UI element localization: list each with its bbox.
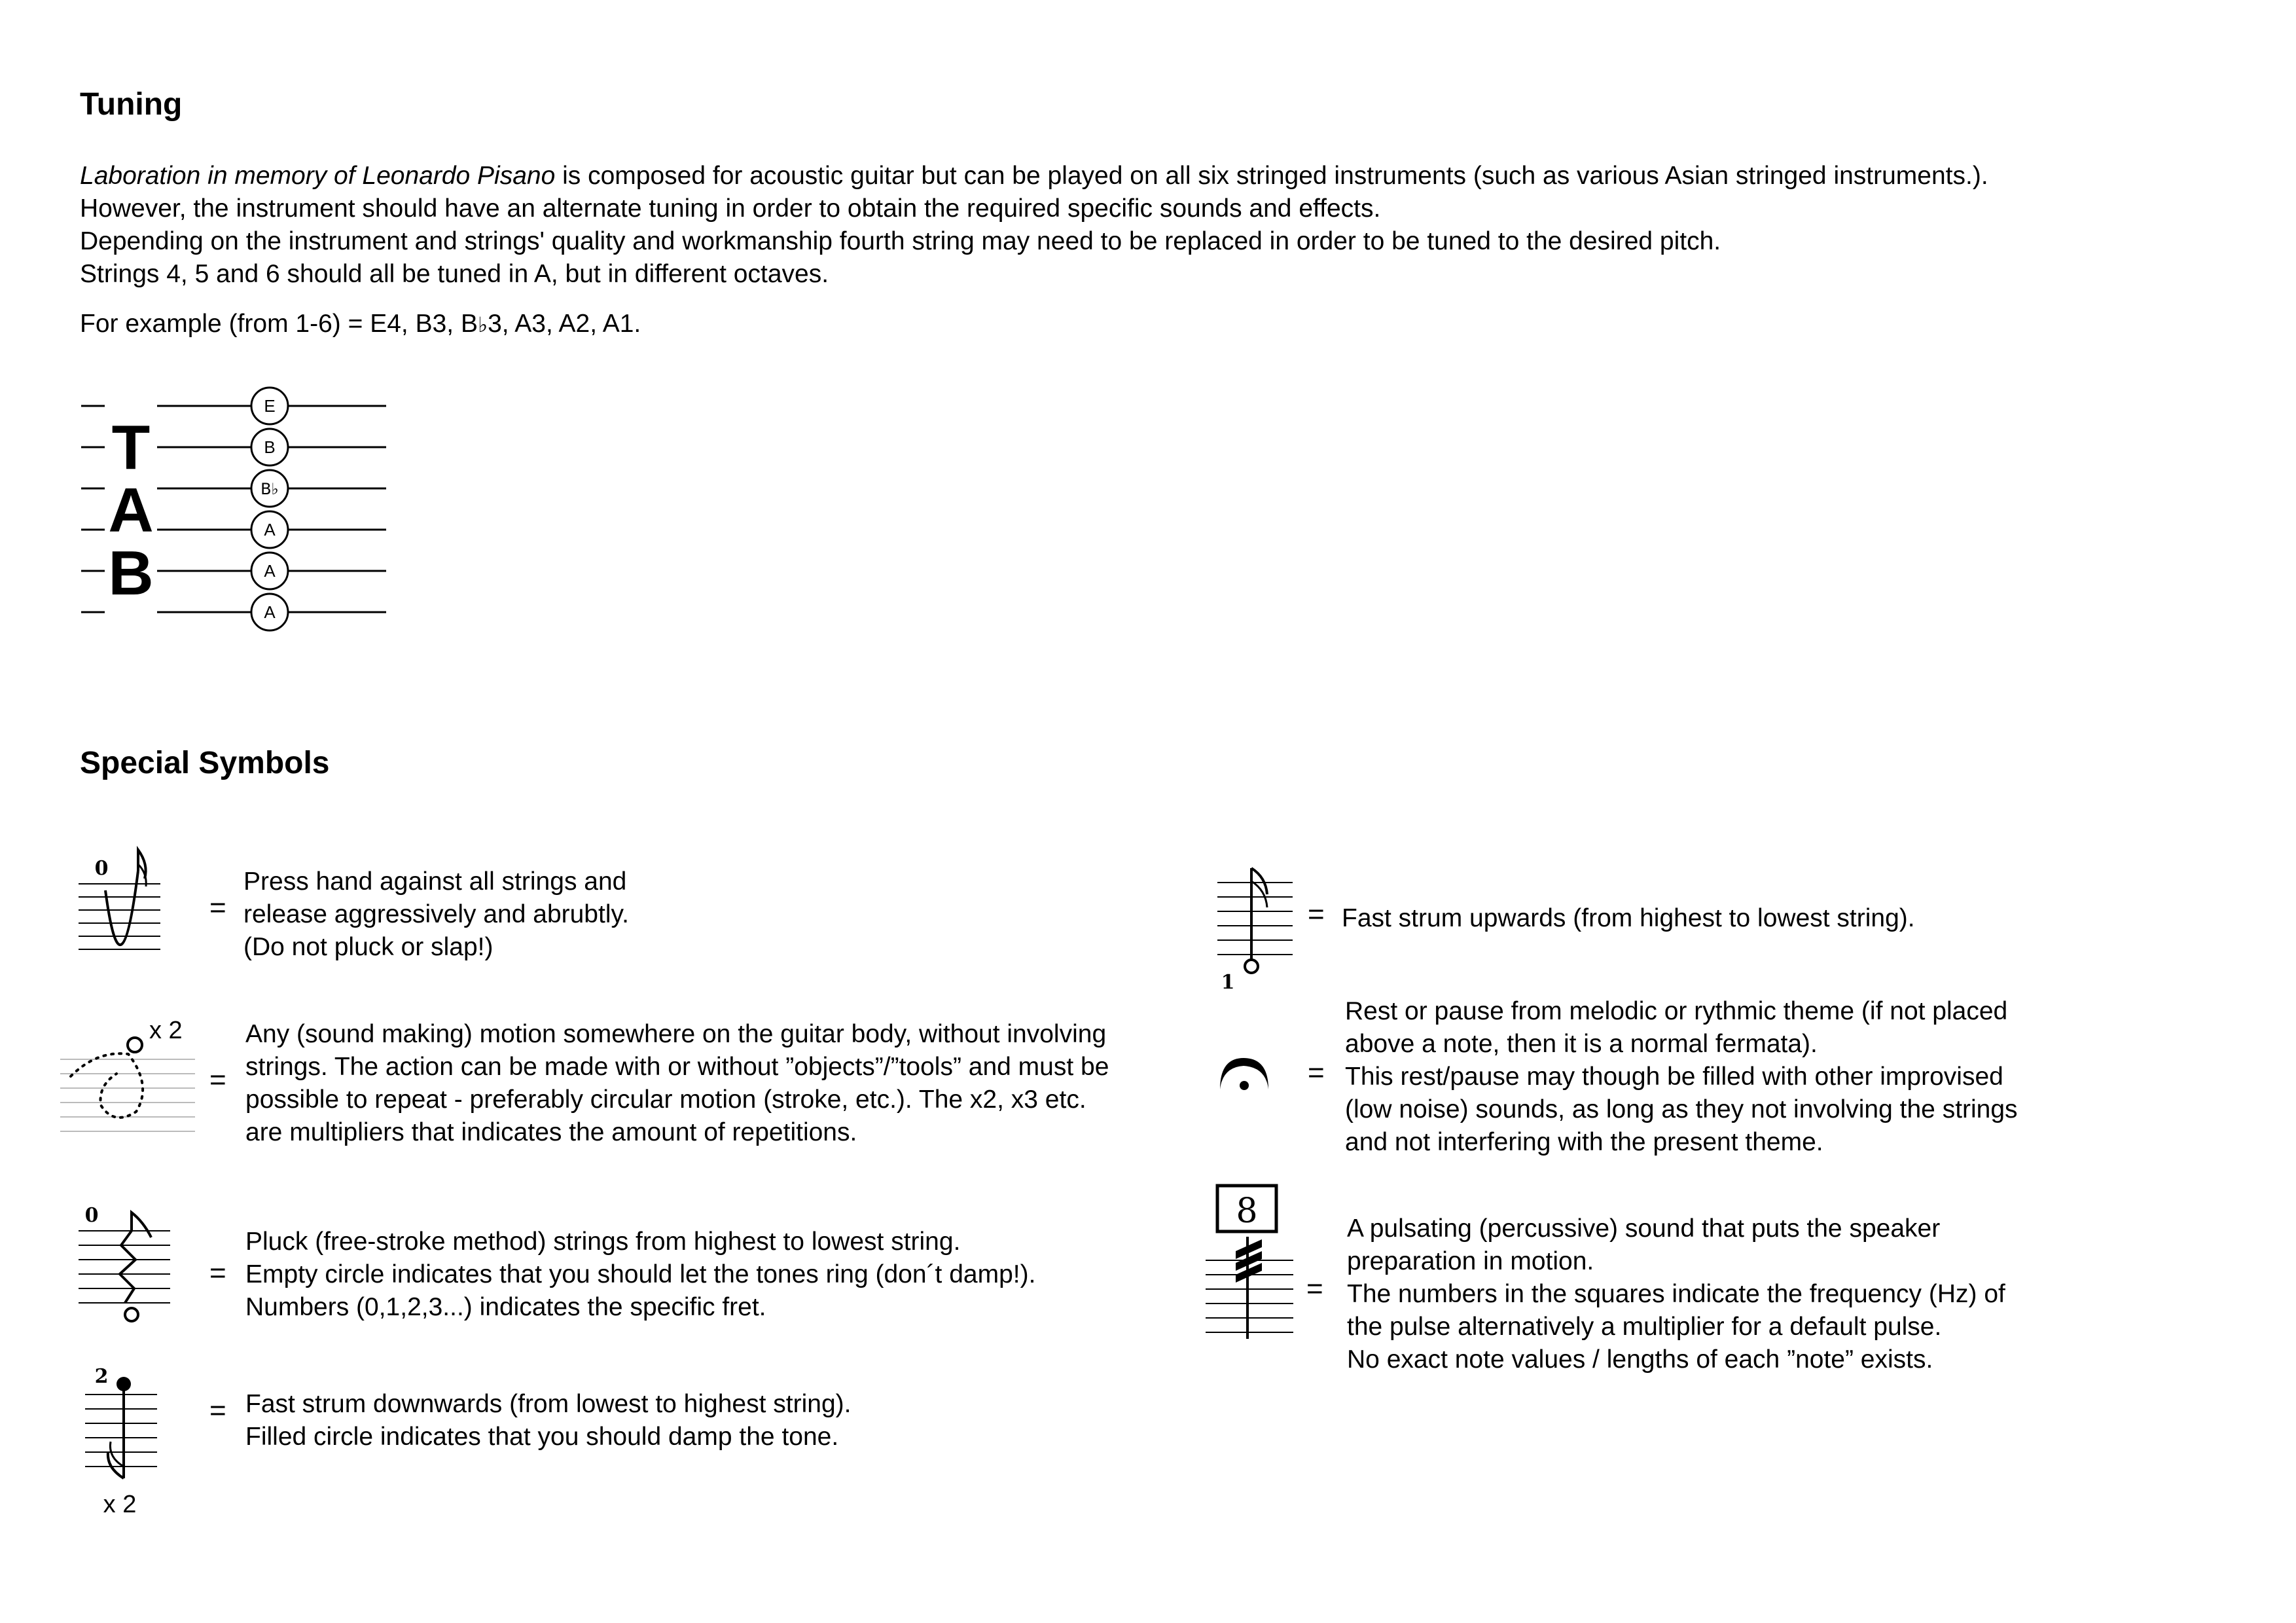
pulse-desc-2: preparation in motion.: [1347, 1247, 1594, 1275]
piece-title: Laboration in memory of Leonardo Pisano: [80, 162, 556, 190]
press-hand-fret: 0: [94, 857, 109, 880]
pulse-symbol: [1202, 1182, 1306, 1345]
tab-note-5: A: [264, 561, 276, 581]
strum-up-fret: 1: [1221, 971, 1235, 994]
tab-note-2: B: [264, 437, 276, 457]
fermata-desc-4: (low noise) sounds, as long as they not involving the strings: [1345, 1095, 2018, 1123]
tab-letter-t: T: [111, 412, 151, 483]
body-motion-multiplier: x 2: [149, 1017, 183, 1044]
body-motion-desc-3: possible to repeat - preferably circular motion (stroke, etc.). The x2, x3 etc.: [245, 1085, 1086, 1114]
body-motion-symbol: [58, 1013, 202, 1138]
fermata-desc-5: and not interfering with the present theme.: [1345, 1128, 1823, 1156]
pluck-desc-3: Numbers (0,1,2,3...) indicates the specific fret.: [245, 1293, 766, 1321]
press-hand-symbol: [75, 845, 167, 976]
strum-up-equals: =: [1308, 898, 1325, 930]
fermata-desc-3: This rest/pause may though be filled with other improvised: [1345, 1063, 2003, 1091]
press-hand-desc-2: release aggressively and abrubtly.: [243, 900, 629, 928]
pluck-equals: =: [209, 1257, 226, 1289]
tab-letter-b: B: [108, 538, 154, 608]
press-hand-desc-1: Press hand against all strings and: [243, 867, 627, 896]
pulse-desc-1: A pulsating (percussive) sound that puts the speaker: [1347, 1214, 1941, 1243]
tab-letter-a: A: [108, 475, 154, 545]
tuning-paragraph-line-2: However, the instrument should have an alternate tuning in order to obtain the required specific sounds and effects.: [80, 194, 1381, 223]
fermata-equals: =: [1308, 1057, 1325, 1089]
strum-up-symbol: [1211, 856, 1302, 994]
strum-down-fret: 2: [94, 1365, 109, 1388]
flat-sign: ♭: [477, 312, 488, 337]
pulse-desc-3: The numbers in the squares indicate the frequency (Hz) of: [1347, 1280, 2005, 1308]
special-symbols-heading: Special Symbols: [80, 746, 330, 780]
fermata-desc-1: Rest or pause from melodic or rythmic theme (if not placed: [1345, 997, 2008, 1025]
body-motion-equals: =: [209, 1064, 226, 1096]
pulse-equals: =: [1306, 1273, 1323, 1305]
strum-down-desc-2: Filled circle indicates that you should damp the tone.: [245, 1423, 839, 1451]
tab-note-6: A: [264, 602, 276, 622]
example-prefix: For example (from 1-6) = E4, B3, B: [80, 310, 478, 338]
example-suffix: 3, A3, A2, A1.: [488, 310, 641, 338]
tab-note-4: A: [264, 520, 276, 539]
pulse-desc-5: No exact note values / lengths of each ”note” exists.: [1347, 1345, 1933, 1374]
strum-down-equals: =: [209, 1395, 226, 1427]
tab-note-1: E: [264, 396, 276, 416]
strum-up-desc-1: Fast strum upwards (from highest to lowest string).: [1342, 904, 1915, 932]
strum-down-multiplier: x 2: [103, 1491, 137, 1518]
tab-note-3: B♭: [260, 480, 279, 498]
tuning-paragraph-line-3: Depending on the instrument and strings' quality and workmanship fourth string may need to be replaced in order to be tuned to the desired pitch.: [80, 227, 1721, 255]
body-motion-desc-4: are multipliers that indicates the amount of repetitions.: [245, 1118, 857, 1146]
press-hand-desc-3: (Do not pluck or slap!): [243, 933, 493, 961]
tuning-paragraph-line-4: Strings 4, 5 and 6 should all be tuned in A, but in different octaves.: [80, 260, 829, 288]
tuning-example: [80, 308, 641, 341]
tab-tuning-staff: [79, 386, 393, 642]
fermata-symbol: [1216, 1053, 1275, 1099]
pluck-desc-1: Pluck (free-stroke method) strings from highest to lowest string.: [245, 1228, 961, 1256]
pluck-symbol: [75, 1198, 180, 1329]
pluck-desc-2: Empty circle indicates that you should let the tones ring (don´t damp!).: [245, 1260, 1036, 1288]
strum-down-desc-1: Fast strum downwards (from lowest to highest string).: [245, 1390, 852, 1418]
pulse-desc-4: the pulse alternatively a multiplier for a default pulse.: [1347, 1313, 1942, 1341]
body-motion-desc-2: strings. The action can be made with or without ”objects”/”tools” and must be: [245, 1053, 1109, 1081]
fermata-desc-2: above a note, then it is a normal fermata).: [1345, 1030, 1818, 1058]
strum-down-symbol: [75, 1355, 167, 1525]
press-hand-equals: =: [209, 892, 226, 924]
body-motion-desc-1: Any (sound making) motion somewhere on the guitar body, without involving: [245, 1020, 1107, 1048]
tuning-heading: Tuning: [80, 87, 183, 122]
line-1-rest: is composed for acoustic guitar but can be played on all six stringed instruments (such as various Asian stringed instruments.).: [555, 162, 1988, 190]
tuning-paragraph-line-1: [80, 160, 1988, 192]
pulse-frequency: 8: [1236, 1192, 1258, 1231]
pluck-fret: 0: [84, 1204, 99, 1227]
